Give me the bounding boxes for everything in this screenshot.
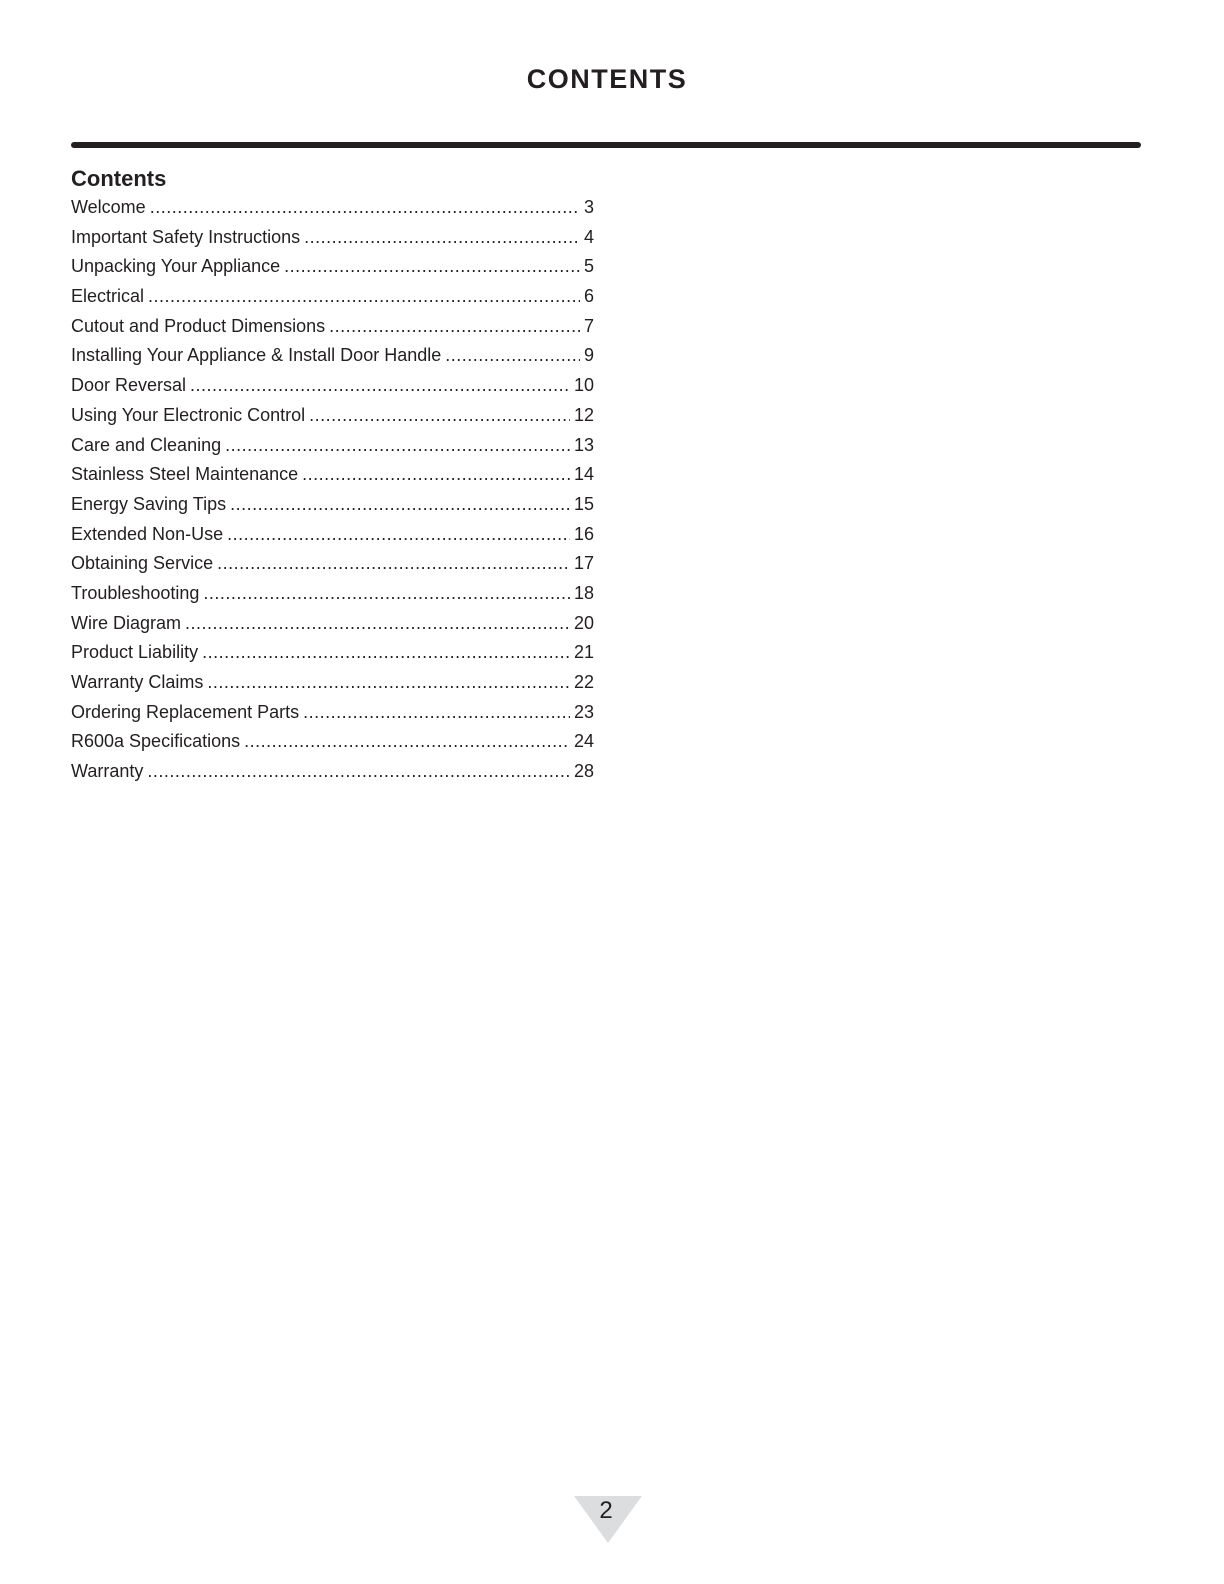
- dot-leader: [244, 731, 570, 752]
- toc-entry-cutout-and-product-dimensions[interactable]: [71, 316, 594, 346]
- toc-entry-label: Troubleshooting: [71, 582, 200, 603]
- toc-entry-label: Care and Cleaning: [71, 434, 222, 455]
- toc-entry-installing-your-appliance[interactable]: [71, 345, 594, 375]
- toc-entry-page: 3: [583, 197, 594, 217]
- toc-entry-page: 12: [573, 404, 594, 425]
- toc-entry-label: Ordering Replacement Parts: [71, 701, 300, 722]
- toc-entry-unpacking-your-appliance[interactable]: [71, 256, 594, 286]
- dot-leader: [227, 524, 570, 545]
- toc-entry-page: 18: [573, 582, 594, 603]
- toc-entry-page: 23: [573, 701, 594, 722]
- toc-entry-page: 14: [573, 464, 594, 485]
- toc-entry-ordering-replacement-parts[interactable]: [71, 702, 594, 732]
- toc-entry-label: Door Reversal: [71, 375, 187, 396]
- toc-entry-page: 28: [573, 761, 594, 782]
- dot-leader: [217, 553, 570, 574]
- dot-leader: [202, 642, 570, 663]
- toc-heading: Contents: [71, 166, 167, 191]
- toc-entry-label: Installing Your Appliance & Install Door Handle: [71, 345, 442, 366]
- toc-entry-label: Energy Saving Tips: [71, 493, 227, 514]
- toc-entry-label: Product Liability: [71, 642, 199, 663]
- dot-leader: [304, 227, 580, 248]
- toc-entry-label: R600a Specifications: [71, 731, 241, 752]
- dot-leader: [303, 702, 570, 723]
- toc-entry-label: Extended Non-Use: [71, 523, 224, 544]
- toc-entry-page: 17: [573, 553, 594, 574]
- dot-leader: [230, 494, 570, 515]
- toc-entry-page: 22: [573, 672, 594, 692]
- toc-entry-label: Warranty: [71, 761, 144, 782]
- toc-entry-page: 24: [573, 731, 594, 752]
- toc-entry-label: Electrical: [71, 286, 145, 307]
- dot-leader: [185, 613, 570, 634]
- dot-leader: [284, 256, 580, 277]
- toc-entry-label: Obtaining Service: [71, 553, 214, 574]
- toc-entry-energy-saving-tips[interactable]: [71, 494, 594, 524]
- toc-entry-page: 20: [573, 612, 594, 633]
- toc-entry-obtaining-service[interactable]: [71, 553, 594, 583]
- toc-entry-door-reversal[interactable]: [71, 375, 594, 405]
- dot-leader: [309, 405, 570, 426]
- toc-entry-electrical[interactable]: [71, 286, 594, 316]
- toc-entry-label: Important Safety Instructions: [71, 226, 301, 247]
- dot-leader: [203, 583, 570, 604]
- toc-entry-page: 15: [573, 493, 594, 514]
- dot-leader: [147, 761, 570, 782]
- dot-leader: [225, 435, 570, 456]
- toc-entry-label: Unpacking Your Appliance: [71, 256, 281, 277]
- toc-entry-welcome[interactable]: [71, 197, 594, 227]
- toc-entry-care-and-cleaning[interactable]: [71, 435, 594, 465]
- page-title: CONTENTS: [526, 64, 688, 94]
- toc-entry-page: 16: [573, 523, 594, 544]
- toc-entry-page: 5: [583, 256, 594, 277]
- toc-entry-warranty[interactable]: [71, 761, 594, 791]
- toc-entry-label: Using Your Electronic Control: [71, 404, 306, 425]
- toc-entry-r600a-specifications[interactable]: [71, 731, 594, 761]
- page-number: 2: [599, 1497, 613, 1524]
- toc-entry-page: 10: [573, 375, 594, 396]
- toc-entry-important-safety-instructions[interactable]: [71, 227, 594, 257]
- dot-leader: [148, 286, 580, 307]
- toc-entry-wire-diagram[interactable]: [71, 613, 594, 643]
- toc-entry-warranty-claims[interactable]: [71, 672, 594, 702]
- toc-entry-page: 9: [583, 345, 594, 366]
- toc-entry-page: 6: [583, 286, 594, 307]
- toc-entry-page: 21: [573, 642, 594, 663]
- toc-entry-label: Welcome: [71, 197, 146, 217]
- toc-entry-troubleshooting[interactable]: [71, 583, 594, 613]
- toc-entry-using-your-electronic-control[interactable]: [71, 405, 594, 435]
- toc-entry-page: 13: [573, 434, 594, 455]
- toc-entry-stainless-steel-maintenance[interactable]: [71, 464, 594, 494]
- toc-entry-label: Cutout and Product Dimensions: [71, 315, 326, 336]
- dot-leader: [207, 672, 570, 693]
- dot-leader: [445, 345, 580, 366]
- toc-entry-page: 4: [583, 226, 594, 247]
- dot-leader: [190, 375, 570, 396]
- dot-leader: [302, 464, 570, 485]
- toc-list: [71, 197, 594, 791]
- toc-entry-label: Stainless Steel Maintenance: [71, 464, 299, 485]
- toc-entry-extended-non-use[interactable]: [71, 524, 594, 554]
- toc-entry-label: Warranty Claims: [71, 672, 204, 692]
- toc-entry-label: Wire Diagram: [71, 612, 182, 633]
- dot-leader: [329, 316, 580, 337]
- title-divider: [71, 142, 1141, 148]
- dot-leader: [150, 197, 580, 218]
- toc-entry-page: 7: [583, 315, 594, 336]
- toc-entry-product-liability[interactable]: [71, 642, 594, 672]
